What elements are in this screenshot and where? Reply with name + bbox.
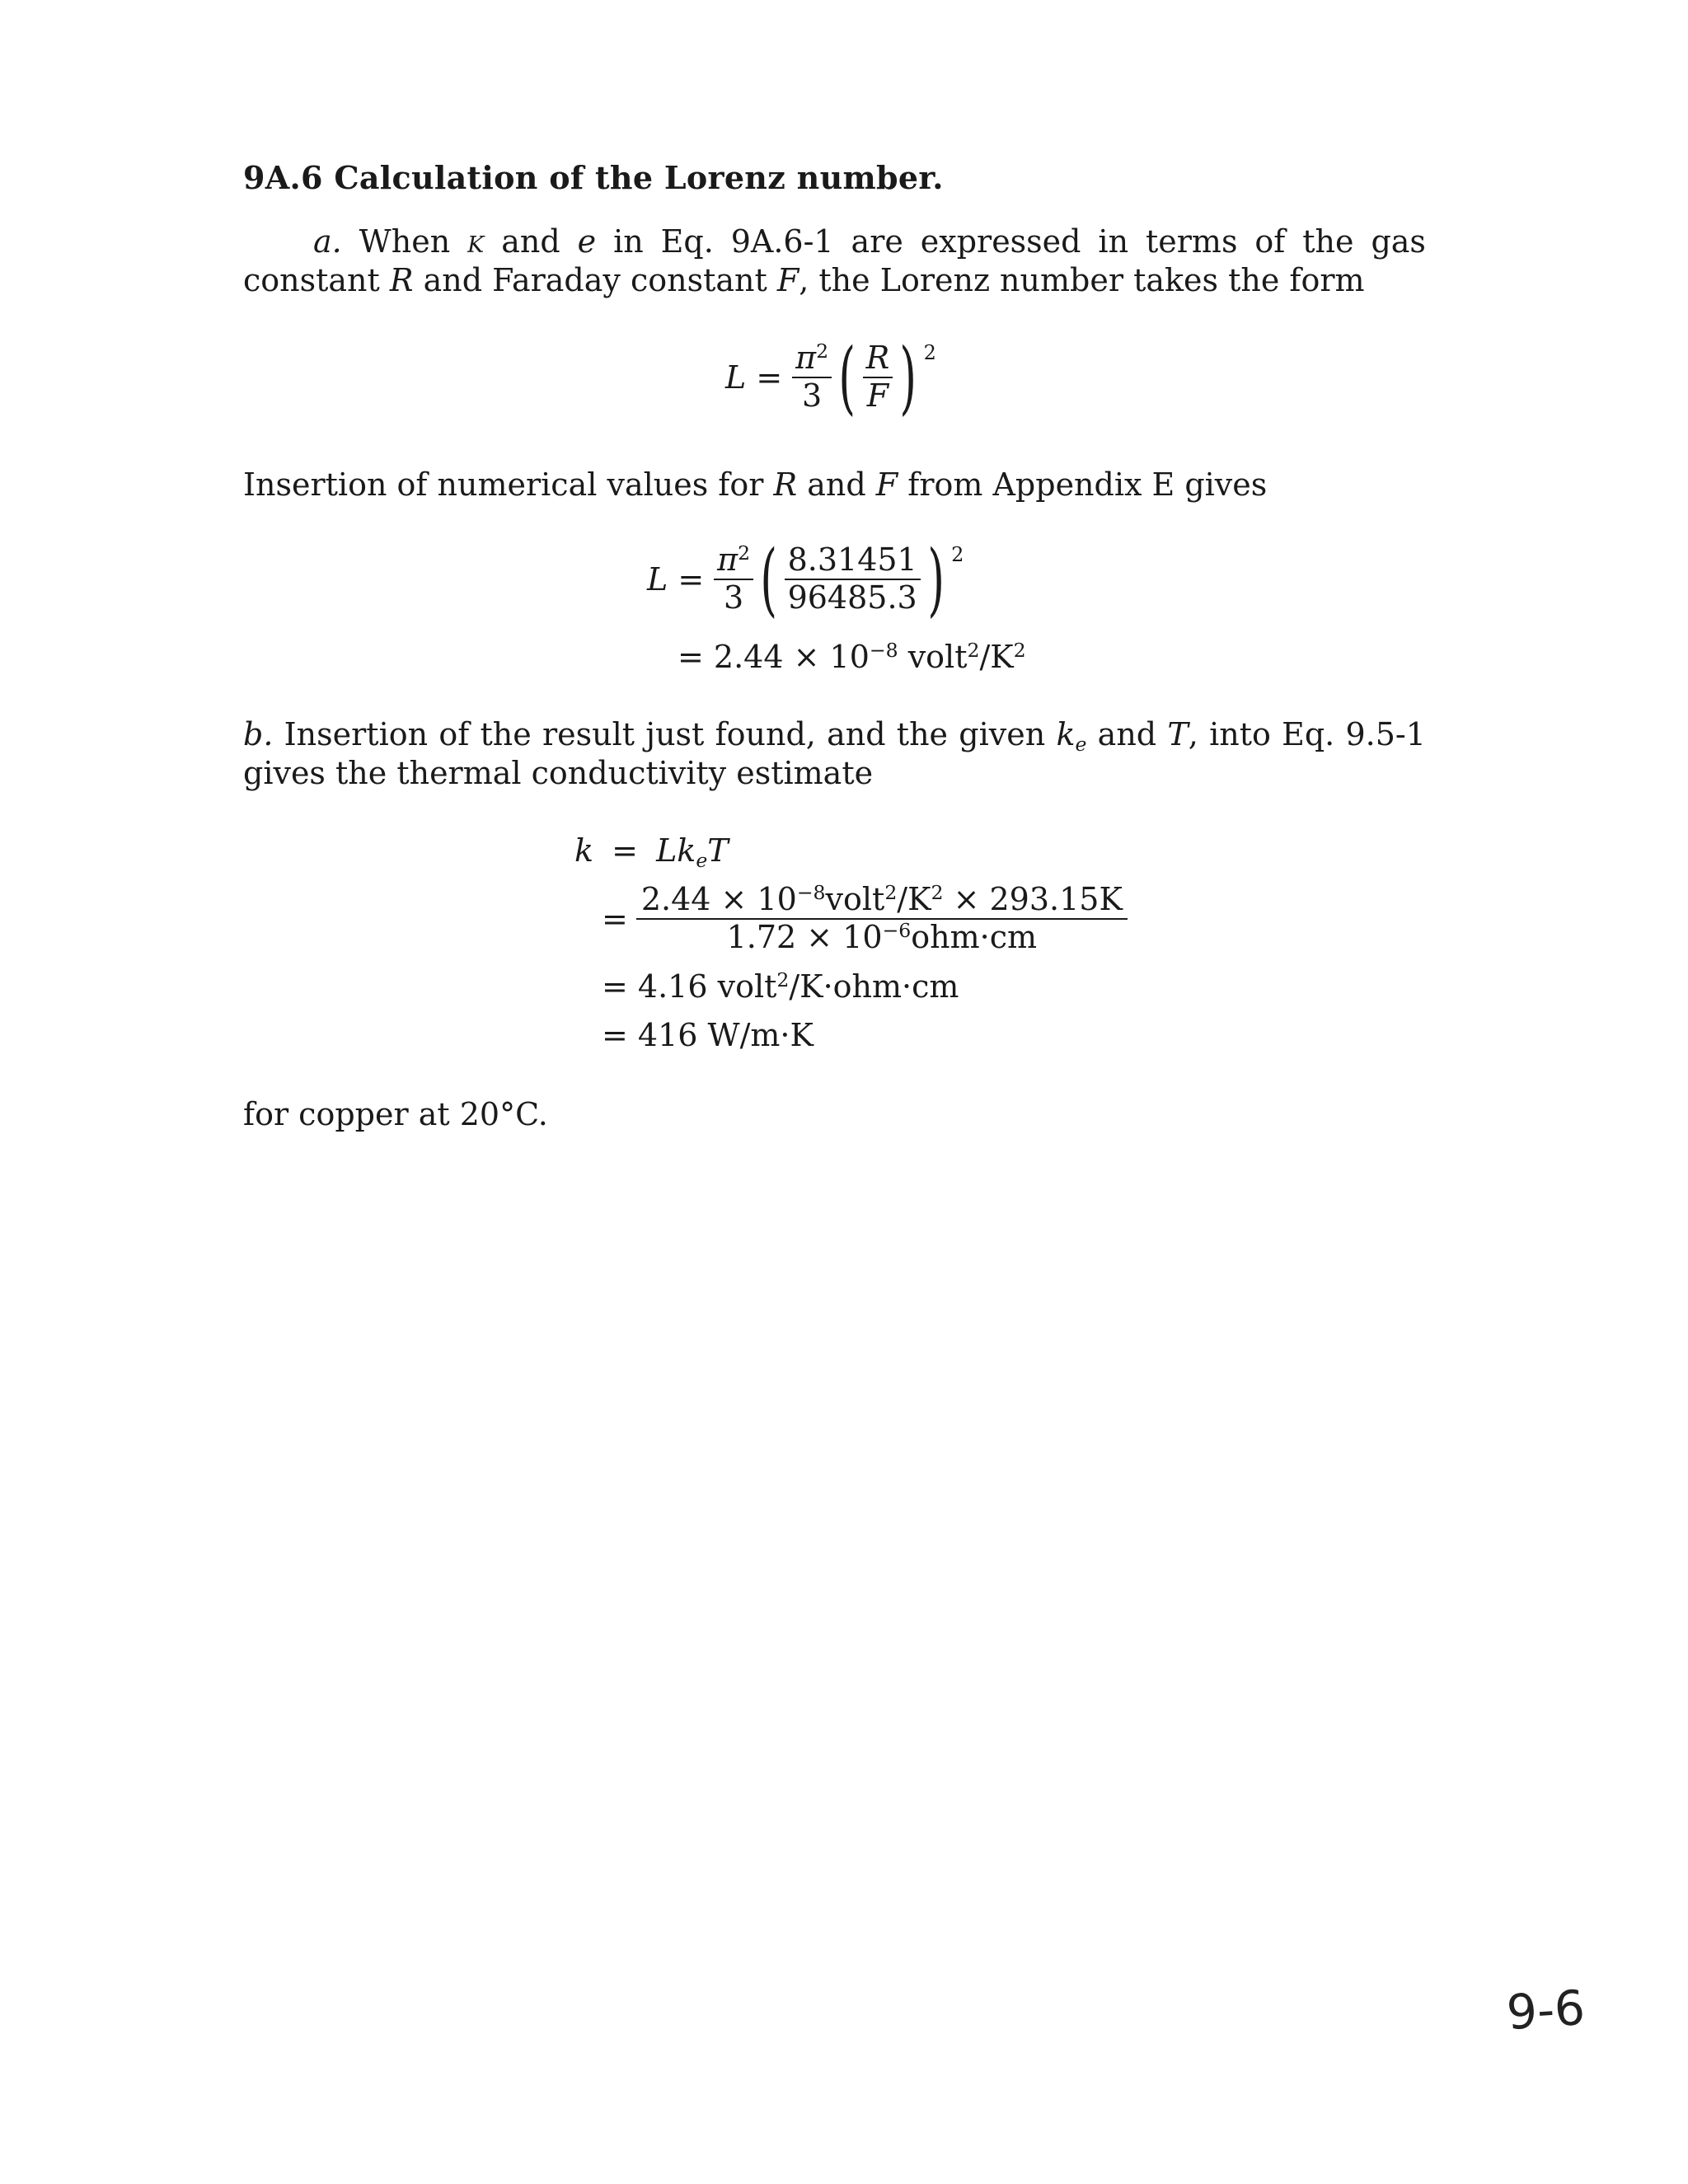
eq3-num-exp: −8 (796, 881, 826, 905)
text: from Appendix E gives (907, 466, 1268, 503)
eq1-pi: π (795, 340, 817, 377)
symbol-F: F (875, 466, 898, 503)
eq3-line4-text: = 416 W/m·K (602, 1017, 814, 1053)
eq3-lhs: k (574, 832, 594, 869)
eq2-unit: volt (907, 639, 968, 675)
heading: 9A.6 Calculation of the Lorenz number. (243, 159, 944, 196)
eq2-unit-exp1: 2 (967, 639, 980, 663)
paragraph-insertion (243, 466, 1426, 504)
eq2-three: 3 (724, 579, 744, 616)
eq3-line3-exp: 2 (776, 968, 790, 992)
handwritten-page-mark: 9-6 (1504, 1979, 1587, 2041)
eq1-three: 3 (802, 377, 823, 414)
eq1-den: F (866, 377, 889, 414)
eq1-num: R (863, 340, 893, 378)
eq3-fraction (636, 882, 1128, 955)
text: in Eq. 9A.6-1 are expressed in terms of the gas constant (243, 223, 1426, 298)
eq3-num-exp2: 2 (884, 881, 898, 905)
eq3-num-d: × 293.15K (943, 881, 1123, 917)
text: Insertion of numerical values for (243, 466, 764, 503)
text: and Faraday constant (423, 262, 767, 298)
eq3-num-c: /K (897, 881, 931, 917)
eq3-line4 (602, 1017, 814, 1053)
text: When (359, 223, 451, 260)
symbol-k: k (1056, 716, 1076, 752)
eq3-line3-a: = 4.16 volt (602, 968, 777, 1005)
text: and (807, 466, 866, 503)
left-paren: ( (838, 331, 856, 424)
equation-lorenz-result (678, 639, 1026, 675)
symbol-kappa: κ (467, 223, 485, 260)
eq2-pi-exp: 2 (738, 541, 751, 565)
eq3-line3-b: /K·ohm·cm (789, 968, 959, 1005)
eq3-line1 (574, 832, 729, 873)
eq3-num-b: volt (825, 881, 885, 917)
text: and (1097, 716, 1157, 752)
eq1-rf-frac (863, 340, 893, 414)
eq3-num-exp3: 2 (931, 881, 944, 905)
eq2-unit-exp2: 2 (1013, 639, 1026, 663)
eq3-den-exp: −6 (882, 918, 912, 942)
eq3-T: T (707, 832, 729, 869)
eq1-pi-exp: 2 (816, 340, 829, 363)
eq3-line3 (602, 968, 959, 1005)
text: , the Lorenz number takes the form (799, 262, 1365, 298)
equation-lorenz-numeric (647, 533, 964, 626)
eq3-Lk: Lk (656, 832, 696, 869)
eq3-num-a: 2.44 × 10 (640, 881, 797, 917)
right-paren: ) (899, 331, 917, 424)
eq2-exp: 2 (951, 543, 964, 566)
eq1-pi-frac (792, 340, 832, 414)
symbol-R: R (773, 466, 798, 503)
symbol-R: R (389, 262, 414, 298)
left-paren: ( (760, 533, 778, 626)
eq2-unit-mid: /K (979, 639, 1014, 675)
eq2-result: = 2.44 × 10 (678, 639, 870, 675)
eq2-lhs: L = (647, 561, 705, 598)
text: and (501, 223, 560, 260)
eq3-sub: e (696, 849, 708, 873)
eq1-lhs: L = (725, 359, 783, 396)
right-paren: ) (927, 533, 945, 626)
symbol-F: F (776, 262, 799, 298)
eq3-den-a: 1.72 × 10 (726, 918, 883, 955)
eq2-value-frac (785, 542, 921, 616)
eq3-equals: = (612, 832, 638, 869)
equation-lorenz-form (725, 331, 936, 424)
closing-text: for copper at 20°C. (243, 1096, 548, 1132)
paragraph-part-a (243, 223, 1426, 300)
eq2-den: 96485.3 (787, 579, 917, 616)
part-b-label: b. (243, 716, 274, 752)
symbol-T: T (1167, 716, 1189, 752)
eq2-num: 8.31451 (785, 542, 921, 580)
text: Insertion of the result just found, and the given (284, 716, 1046, 752)
eq1-exp: 2 (923, 341, 936, 364)
part-a-label: a. (313, 223, 342, 260)
symbol-e: e (577, 223, 597, 260)
eq3-equals-2: = (602, 900, 628, 937)
text: , into Eq. 9.5-1 gives the thermal conductivity estimate (243, 716, 1426, 791)
eq3-den-b: ohm·cm (911, 918, 1038, 955)
eq2-result-exp: −8 (869, 639, 898, 663)
eq2-pi: π (717, 541, 738, 579)
symbol-k-sub: e (1075, 733, 1087, 757)
eq2-pi-frac (714, 542, 753, 616)
paragraph-part-b (243, 715, 1426, 793)
eq3-line2 (602, 882, 1128, 955)
